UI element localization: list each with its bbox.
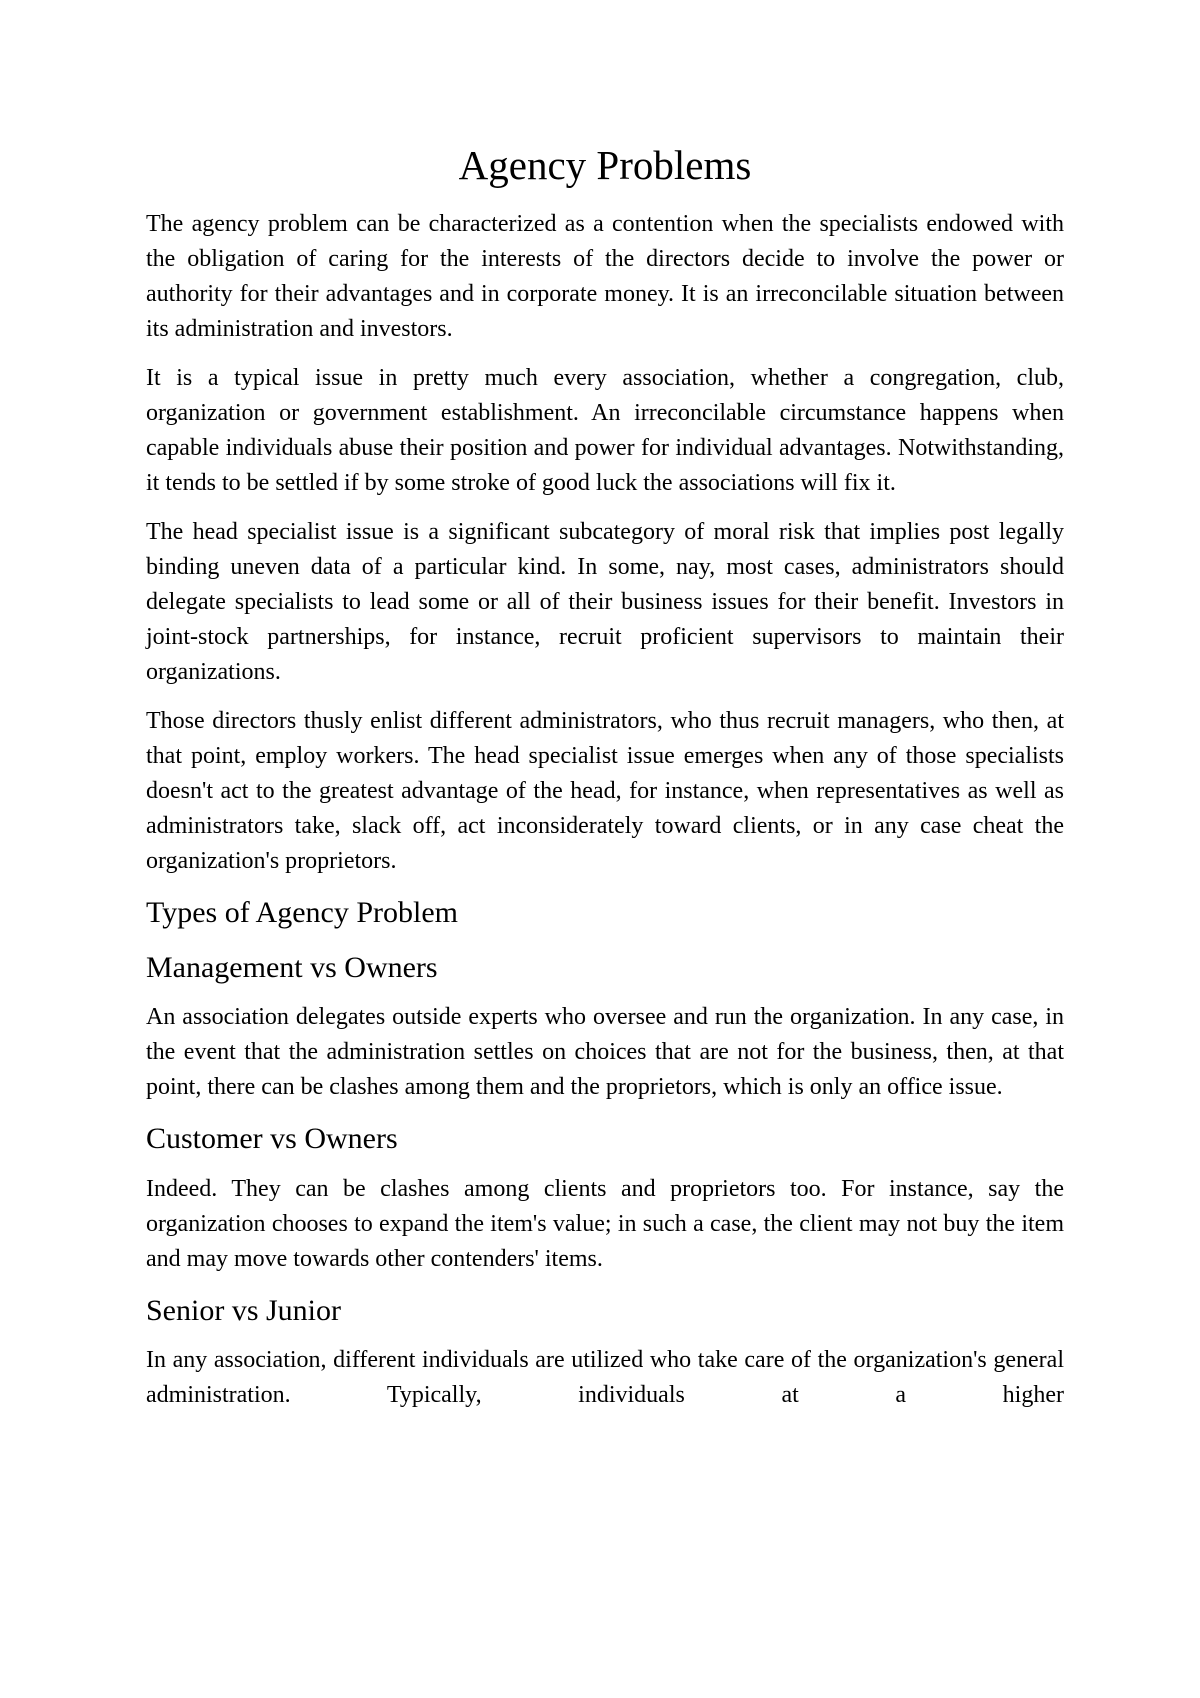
paragraph-typical-issue: It is a typical issue in pretty much every association, whether a congregation, club, organization or government establishment. An irreconcilable circumstance happens when capable individuals abuse their position and power for individual advantages. Notwithstanding, it tends to be settled if by some stroke of good luck the associations will fix it.	[146, 365, 1064, 497]
paragraph-directors: Those directors thusly enlist different administrators, who thus recruit managers, who then, at that point, employ workers. The head specialist issue emerges when any of those specialists doesn't act to the greatest advantage of the head, for instance, when representatives as well as administrators take, slack off, act inconsiderately toward clients, or in any case cheat the organization's proprietors.	[146, 708, 1064, 875]
types-heading: Types of Agency Problem	[146, 896, 459, 930]
section-heading-management-vs-owners: Management vs Owners	[146, 950, 438, 984]
section-heading-customer-vs-owners: Customer vs Owners	[146, 1122, 398, 1156]
section-text-senior-vs-junior: In any association, different individuals are utilized who take care of the organization's general administration. Typically, individuals at a higher	[146, 1347, 1064, 1409]
section-text-customer-vs-owners: Indeed. They can be clashes among clients and proprietors too. For instance, say the organization chooses to expand the item's value; in such a case, the client may not buy the item and may move towards other contenders' items.	[146, 1175, 1064, 1272]
section-text-management-vs-owners: An association delegates outside experts who oversee and run the organization. In any case, in the event that the administration settles on choices that are not for the business, then, at that point, there can be clashes among them and the proprietors, which is only an office issue.	[146, 1004, 1064, 1101]
paragraph-head-specialist: The head specialist issue is a significant subcategory of moral risk that implies post legally binding uneven data of a particular kind. In some, nay, most cases, administrators should delegate specialists to lead some or all of their business issues for their benefit. Investors in joint-stock partnerships, for instance, recruit proficient supervisors to maintain their organizations.	[146, 519, 1064, 686]
document-title: Agency Problems	[458, 142, 752, 188]
paragraph-definition: The agency problem can be characterized as a contention when the specialists endowed with the obligation of caring for the interests of the directors decide to involve the power or authority for their advantages and in corporate money. It is an irreconcilable situation between its administration and investors.	[146, 211, 1064, 343]
section-heading-senior-vs-junior: Senior vs Junior	[146, 1293, 341, 1327]
document-body	[146, 140, 1064, 1413]
